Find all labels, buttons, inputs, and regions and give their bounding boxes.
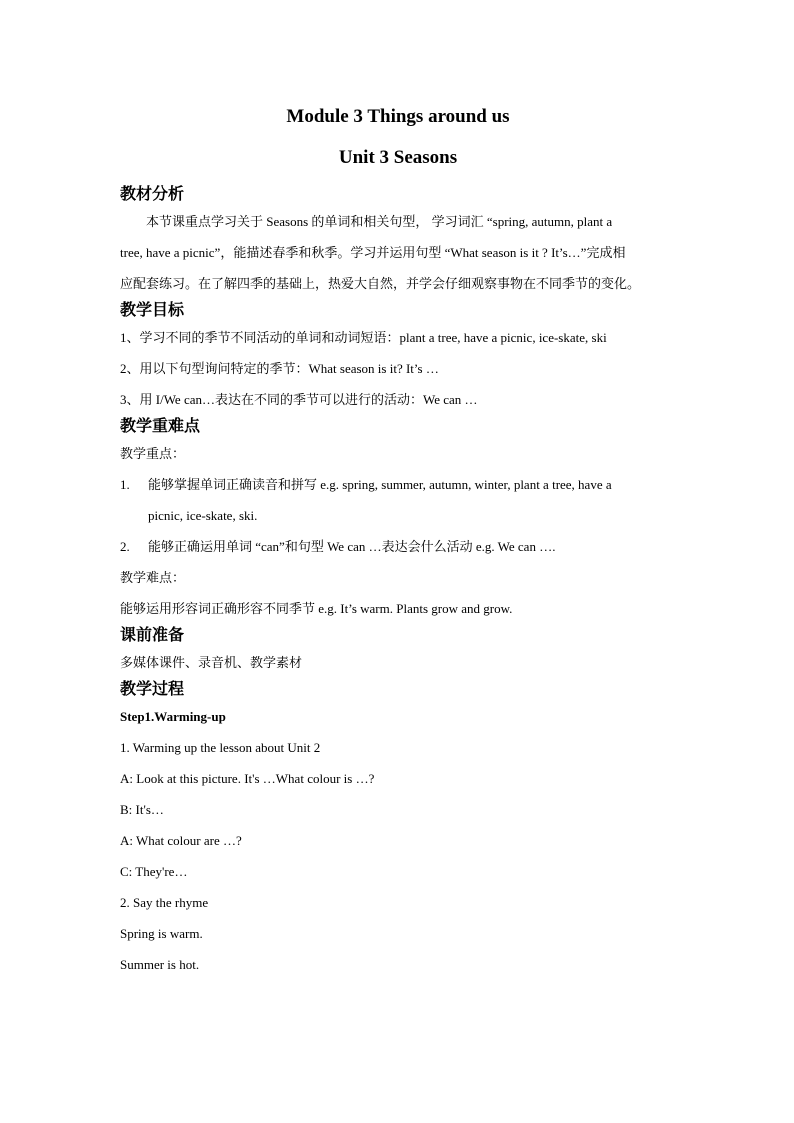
document-page xyxy=(120,100,676,980)
process-line-2: A: Look at this picture. It's …What colour is …? xyxy=(120,771,375,786)
document-title: Module 3 Things around us xyxy=(286,106,510,127)
process-line-1: 1. Warming up the lesson about Unit 2 xyxy=(120,740,321,755)
heading-key-points: 教学重难点 xyxy=(120,416,201,435)
objective-item-1: 1、学习不同的季节不同活动的单词和动词短语：plant a tree, have a picnic, ice-skate, ski xyxy=(120,330,607,345)
objective-item-2: 2、用以下句型询问特定的季节：What season is it? It’s … xyxy=(120,361,439,376)
heading-process: 教学过程 xyxy=(120,679,185,698)
analysis-line-1: 本节课重点学习关于 Seasons 的单词和相关句型， 学习词汇 “spring, autumn, plant a xyxy=(146,214,613,229)
process-line-5: C: They're… xyxy=(120,864,188,879)
focus-item-2-line-1: 能够正确运用单词 “can”和句型 We can …表达会什么活动 e.g. We can …. xyxy=(148,539,556,554)
document-subtitle: Unit 3 Seasons xyxy=(338,147,458,168)
focus-item-1-number: 1. xyxy=(120,477,130,492)
process-line-4: A: What colour are …? xyxy=(120,833,242,848)
focus-item-2 xyxy=(120,531,676,562)
heading-preparation: 课前准备 xyxy=(120,625,185,644)
process-line-3: B: It's… xyxy=(120,802,164,817)
focus-item-2-number: 2. xyxy=(120,539,130,554)
focus-item-1-line-2: picnic, ice-skate, ski. xyxy=(148,508,258,523)
focus-item-1-line-1: 能够掌握单词正确读音和拼写 e.g. spring, summer, autumn, winter, plant a tree, have a xyxy=(148,477,612,492)
heading-objectives: 教学目标 xyxy=(120,300,185,319)
analysis-line-3: 应配套练习。在了解四季的基础上，热爱大自然，并学会仔细观察事物在不同季节的变化。 xyxy=(120,276,641,291)
analysis-line-2: tree, have a picnic”，能描述春季和秋季。学习并运用句型 “What season is it ? It’s…”完成相 xyxy=(120,245,626,260)
preparation-text: 多媒体课件、录音机、教学素材 xyxy=(120,655,303,670)
difficulty-label: 教学难点： xyxy=(120,570,186,585)
process-line-8: Summer is hot. xyxy=(120,957,200,972)
focus-label: 教学重点： xyxy=(120,446,186,461)
heading-analysis: 教材分析 xyxy=(120,184,185,203)
process-line-6: 2. Say the rhyme xyxy=(120,895,209,910)
focus-item-1 xyxy=(120,469,676,531)
objective-item-3: 3、用 I/We can…表达在不同的季节可以进行的活动：We can … xyxy=(120,392,478,407)
process-line-7: Spring is warm. xyxy=(120,926,203,941)
difficulty-text: 能够运用形容词正确形容不同季节 e.g. It’s warm. Plants grow and grow. xyxy=(120,601,513,616)
step1-heading: Step1.Warming-up xyxy=(120,709,226,724)
